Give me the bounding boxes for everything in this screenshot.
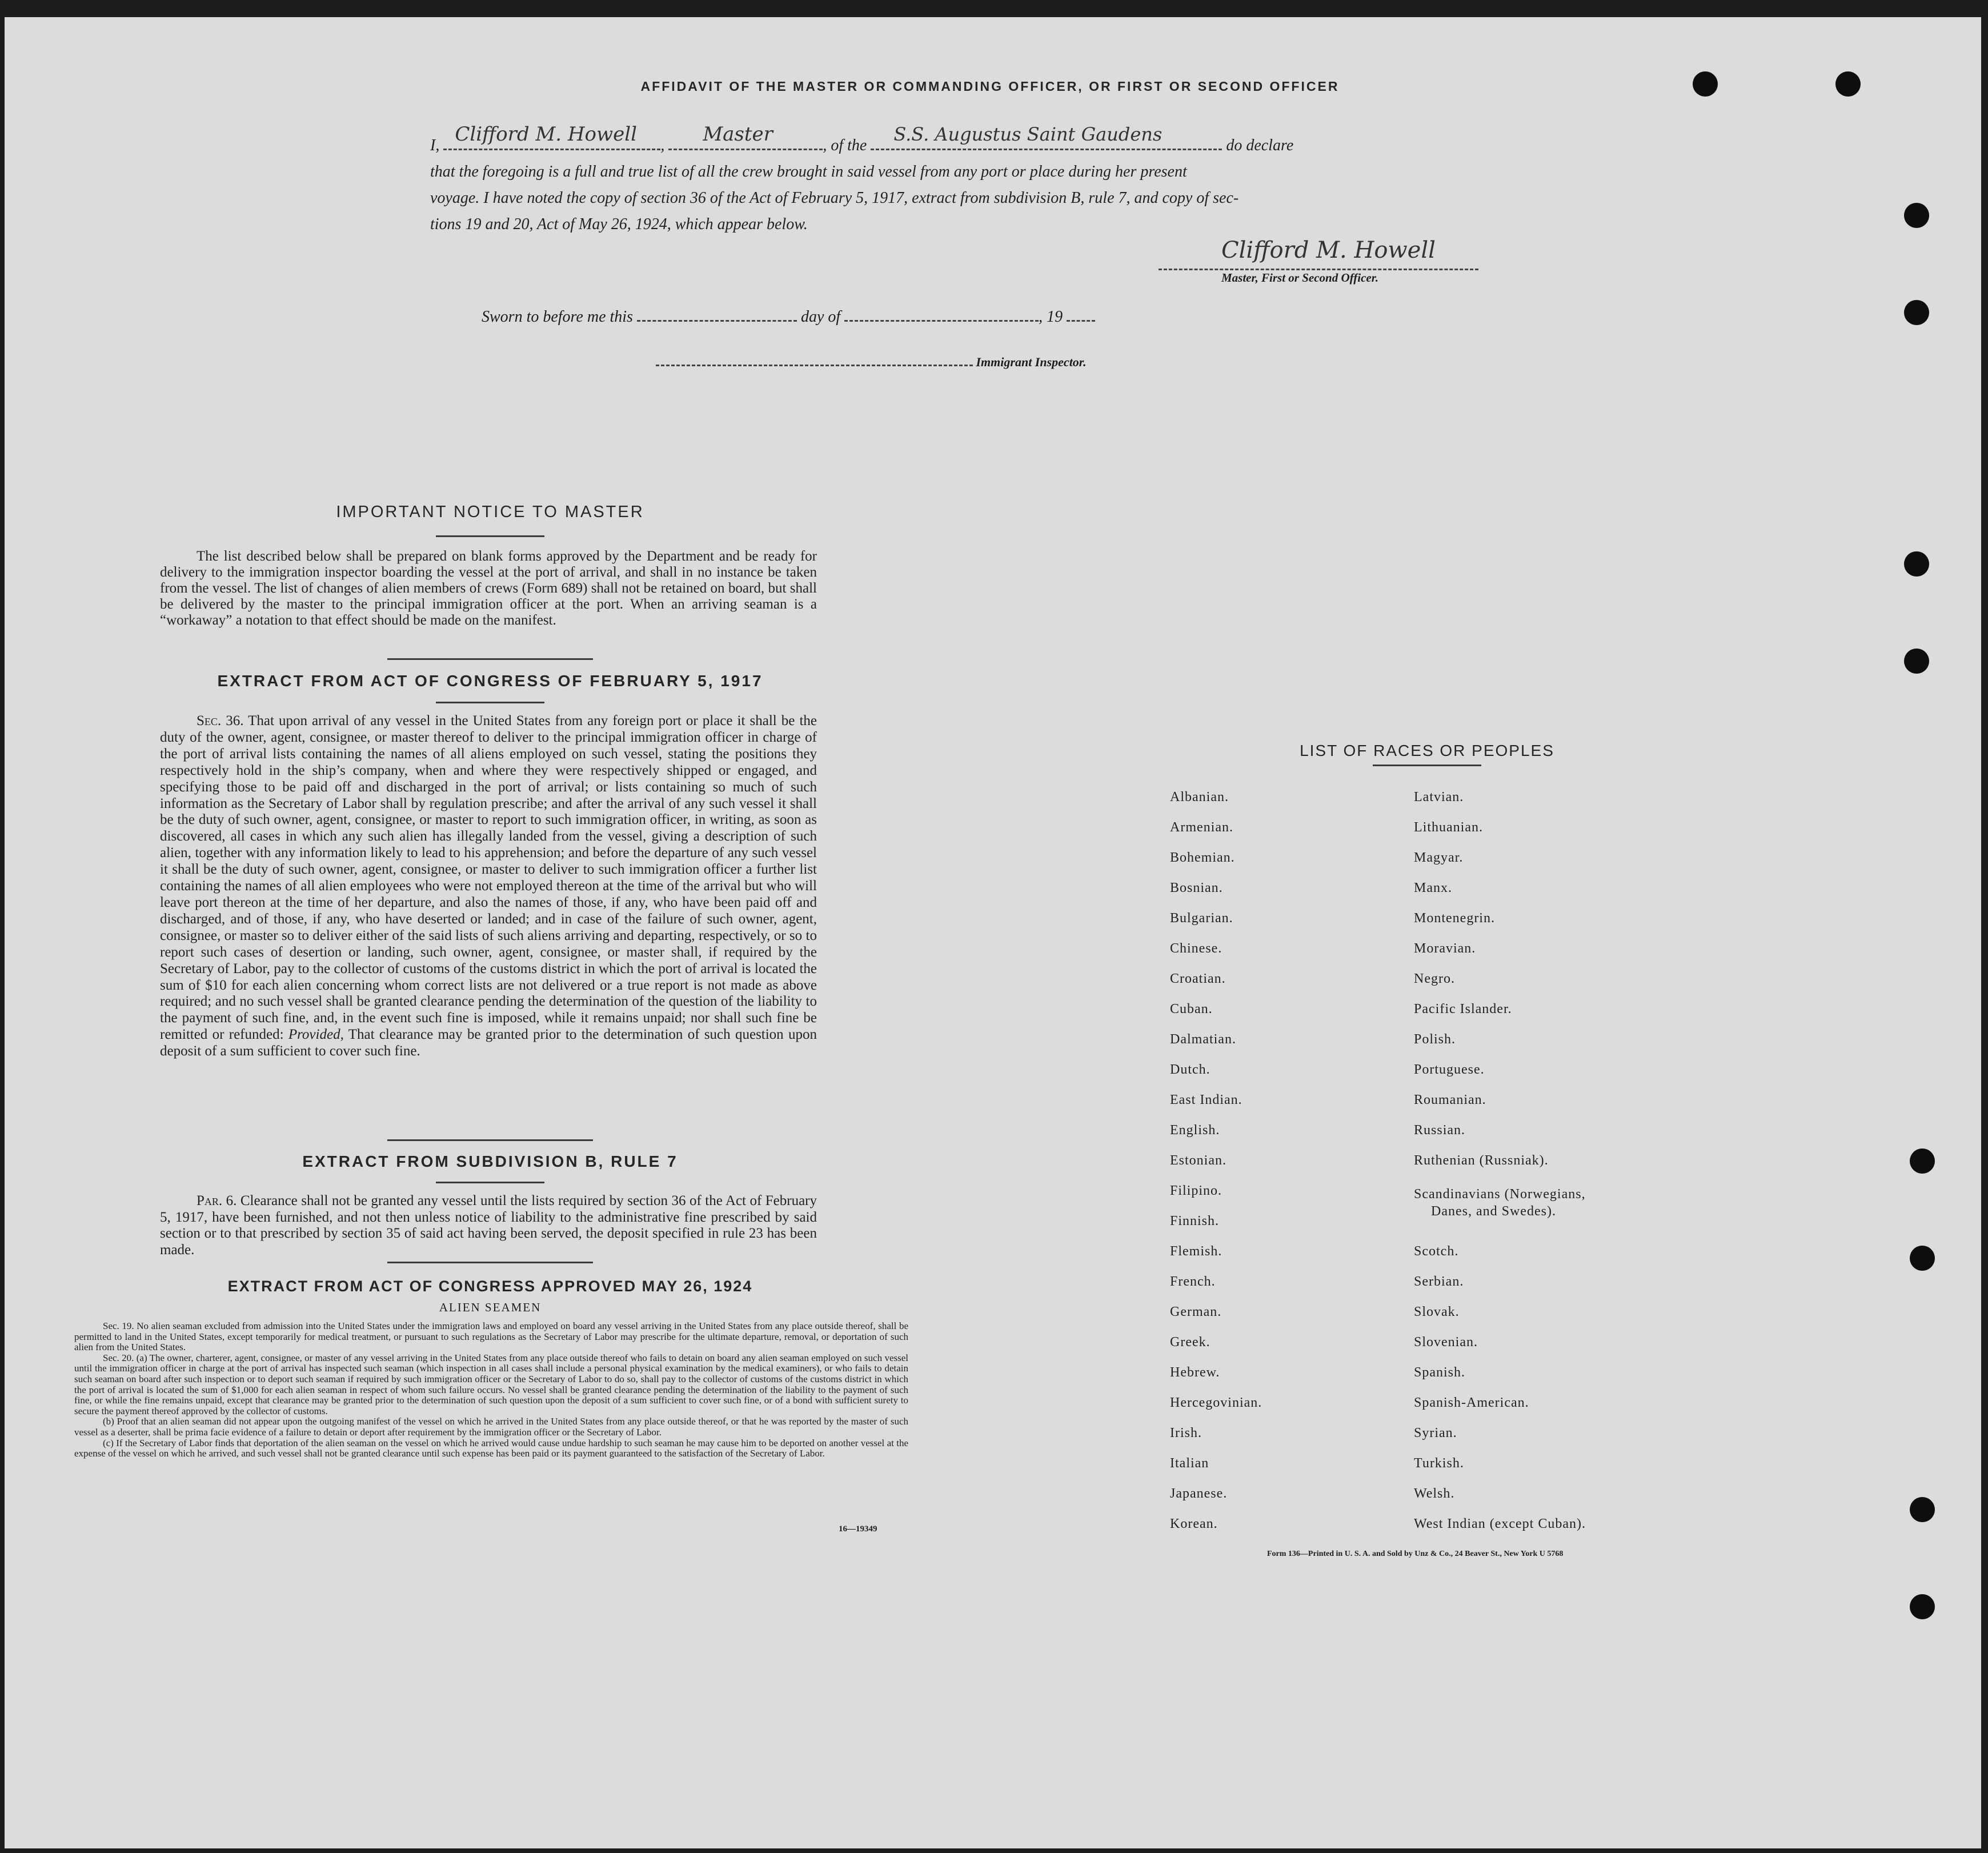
affidavit-declaration (430, 123, 1516, 238)
master-name-handwritten: Clifford M. Howell (455, 123, 637, 146)
sec36-tail: That clearance may be granted prior to the determination of such question upon deposit of a sum sufficient to cover such fine. (160, 1027, 817, 1059)
race-item: Serbian. (1414, 1274, 1464, 1289)
race-item: Dalmatian. (1170, 1032, 1236, 1047)
form-code: 16—19349 (839, 1524, 877, 1534)
signature-block (1159, 234, 1484, 297)
race-item: Greek. (1170, 1335, 1211, 1350)
race-item: German. (1170, 1304, 1222, 1319)
act1917-title: EXTRACT FROM ACT OF CONGRESS OF FEBRUARY 5, 1917 (217, 672, 763, 690)
sworn-line (482, 303, 1095, 326)
rank-handwritten: Master (703, 123, 773, 146)
race-item: Hebrew. (1170, 1365, 1220, 1380)
sec19-text: Sec. 19. No alien seaman excluded from admission into the United States under the immigration laws and employed on board any vessel arriving in the United States from any place outside thereof, shall be permitted to land in the United States, except temporarily for medical treatment, or pursuant to such regulations as the Secretary of Labor may prescribe for the ultimate departure, removal, or deportation of such alien from the United States. (74, 1320, 908, 1353)
provided-label: Provided, (288, 1027, 344, 1043)
declaration-line-2: that the foregoing is a full and true list of all the crew brought in said vessel from any port or place during her present (430, 163, 1187, 181)
rank-blank (668, 123, 823, 150)
race-item: Slovak. (1414, 1304, 1460, 1319)
race-item: Russian. (1414, 1123, 1466, 1138)
punch-hole (1904, 551, 1929, 577)
sec20c-text: (c) If the Secretary of Labor finds that deportation of the alien seaman on the vessel on which he arrived would cause undue hardship to such seaman he may cause him to be deported on another vessel at the expense of the vessel on which he arrived, and such vessel shall not be granted clearance until such expense has been paid or its payment guaranteed to the satisfaction of the Secretary of Labor. (74, 1437, 908, 1459)
race-item: Danes, and Swedes). (1431, 1204, 1556, 1219)
punch-hole (1904, 649, 1929, 674)
races-title: LIST OF RACES OR PEOPLES (1300, 742, 1554, 759)
declaration-line-3: voyage. I have noted the copy of section 36 of the Act of February 5, 1917, extract from subdivision B, rule 7, and copy of sec- (430, 189, 1239, 207)
comma: , (660, 137, 665, 154)
race-item: Negro. (1414, 971, 1455, 986)
race-item: Scotch. (1414, 1244, 1459, 1259)
i-label: I, (430, 137, 440, 154)
race-item: Moravian. (1414, 941, 1476, 956)
race-item: Italian (1170, 1456, 1209, 1471)
race-item: Korean. (1170, 1516, 1218, 1531)
vessel-blank (871, 123, 1222, 150)
year-label: , 19 (1039, 308, 1063, 326)
race-item: Ruthenian (Russniak). (1414, 1153, 1549, 1168)
race-item: Slovenian. (1414, 1335, 1478, 1350)
punch-hole (1910, 1497, 1935, 1522)
declaration-line-1 (430, 123, 1516, 159)
race-item: Pacific Islander. (1414, 1002, 1512, 1016)
sworn-month-blank (844, 303, 1039, 322)
affidavit-title: AFFIDAVIT OF THE MASTER OR COMMANDING OFFICER, OR FIRST OR SECOND OFFICER (640, 79, 1340, 94)
par6-label: Par. 6. (197, 1193, 237, 1208)
divider (436, 1182, 544, 1183)
race-item: West Indian (except Cuban). (1414, 1516, 1586, 1531)
printer-footer: Form 136—Printed in U. S. A. and Sold by Unz & Co., 24 Beaver St., New York U 5768 (1267, 1550, 1564, 1558)
race-item: Polish. (1414, 1032, 1456, 1047)
sec20a-text: Sec. 20. (a) The owner, charterer, agent, consignee, or master of any vessel arriving in the United States from any place outside thereof who fails to detain on board any alien seaman employed on such vessel until the immigration officer in charge at the port of arrival has inspected such seaman (which inspection in all cases shall include a personal physical examination by the medical examiners), or who fails to detain such seaman on board after such inspection or to deport such seaman if required by such immigration officer or the Secretary of Labor to do so, shall pay to the collector of customs of the customs district in which the port of arrival is located the sum of $1,000 for each alien seaman in respect of whom such failure occurs. No vessel shall be granted clearance pending the determination of the liability to the payment of such fine, or while the fine remains unpaid, except that clearance may be granted prior to the determination of such question upon the deposit of a sum sufficient to cover such fine, or of a bond with sufficient surety to secure the payment thereof approved by the collector of customs. (74, 1352, 908, 1416)
race-item: Croatian. (1170, 971, 1226, 986)
divider (387, 1262, 593, 1263)
race-item: Manx. (1414, 881, 1452, 895)
notice-title: IMPORTANT NOTICE TO MASTER (336, 503, 644, 521)
race-item: English. (1170, 1123, 1220, 1138)
of-the-label: , of the (823, 137, 867, 154)
race-item: Irish. (1170, 1426, 1202, 1440)
name-blank (443, 123, 660, 150)
sworn-day-blank (637, 303, 797, 322)
punch-hole (1910, 1148, 1935, 1174)
race-item: East Indian. (1170, 1092, 1242, 1107)
race-item: Scandinavians (Norwegians, (1414, 1187, 1586, 1202)
race-item: Chinese. (1170, 941, 1223, 956)
race-item: Spanish. (1414, 1365, 1466, 1380)
act1917-text (160, 713, 817, 1060)
sec36-body: That upon arrival of any vessel in the United States from any foreign port or place it shall be the duty of the owner, agent, consignee, or master thereof to deliver to the principal immigration officer in charge of the port of arrival lists containing the names of all aliens employed on such vessel, stating the positions they respectively hold in the ship’s company, when and where they were respectively shipped or engaged, and specifying those to be paid off and discharged in the port of arrival; or lists containing so much of such information as the Secretary of Labor shall by regulation prescribe; and after the arrival of any such vessel it shall be the duty of such owner, agent, consignee, or master to report to such immigration officer, in writing, as soon as discovered, all cases in which any such alien has illegally landed from the vessel, giving a description of such alien, together with any information likely to lead to his apprehension; and before the departure of any such vessel it shall be the duty of such owner, agent, consignee, or master to deliver to such immigration officer a further list containing the names of all alien employees who were not employed thereon at the time of the arrival but who will leave port thereon at the time of her departure, and also the names of those, if any, who have been paid off and discharged, and of those, if any, who have deserted or landed; and in case of the failure of such owner, agent, consignee, or master so to deliver either of the said lists of such aliens arriving and departing, respectively, or so to report such cases of desertion or landing, such owner, agent, consignee, or master shall, if required by the Secretary of Labor, pay to the collector of customs of the customs district in which the port of arrival is located the sum of $10 for each alien concerning whom correct lists are not delivered or a true report is not made as above required; and no such vessel shall be granted clearance pending the determination of the question of the liability to the payment of such fine, and, in the event such fine is imposed, while it remains unpaid; nor shall such fine be remitted or refunded: (160, 713, 817, 1043)
divider (436, 535, 544, 537)
act1924-subtitle: ALIEN SEAMEN (439, 1300, 542, 1314)
divider (1373, 765, 1481, 766)
race-item: Syrian. (1414, 1426, 1457, 1440)
sec20b-text: (b) Proof that an alien seaman did not appear upon the outgoing manifest of the vessel on which he arrived in the United States from any place outside thereof, or that he was reported by the master of such vessel as a deserter, shall be prima facie evidence of a failure to detain or deport after requirement by the immigration officer or the Secretary of Labor. (74, 1416, 908, 1438)
day-of-label: day of (800, 308, 841, 326)
vessel-handwritten: S.S. Augustus Saint Gaudens (893, 123, 1163, 145)
race-item: Hercegovinian. (1170, 1395, 1262, 1410)
race-item: Roumanian. (1414, 1092, 1486, 1107)
race-item: French. (1170, 1274, 1216, 1289)
race-item: Lithuanian. (1414, 820, 1483, 835)
master-signature: Clifford M. Howell (1221, 237, 1436, 263)
race-item: Portuguese. (1414, 1062, 1485, 1077)
declare-label: do declare (1226, 137, 1294, 154)
punch-hole (1904, 300, 1929, 325)
sworn-label: Sworn to before me this (482, 308, 633, 326)
race-item: Finnish. (1170, 1214, 1220, 1228)
divider (436, 702, 544, 703)
inspector-label: Immigrant Inspector. (976, 355, 1087, 369)
act1924-body (74, 1321, 908, 1459)
divider (387, 1139, 593, 1141)
punch-hole (1910, 1246, 1935, 1271)
sec36-label: Sec. 36. (197, 713, 244, 729)
document-page (5, 17, 1981, 1848)
race-item: Spanish-American. (1414, 1395, 1529, 1410)
race-item: Armenian. (1170, 820, 1233, 835)
act1924-title: EXTRACT FROM ACT OF CONGRESS APPROVED MAY 26, 1924 (227, 1278, 753, 1295)
race-item: Welsh. (1414, 1486, 1455, 1501)
inspector-blank (656, 347, 973, 366)
par6-body: Clearance shall not be granted any vessel until the lists required by section 36 of the Act of February 5, 1917, have been furnished, and not then unless notice of liability to the administrative fine prescribed by said section or to that prescribed by section 35 of said act having been served, the deposit specified in rule 23 has been made. (160, 1193, 817, 1258)
race-item: Estonian. (1170, 1153, 1227, 1168)
declaration-line-4: tions 19 and 20, Act of May 26, 1924, which appear below. (430, 215, 808, 233)
race-item: Latvian. (1414, 790, 1464, 805)
race-item: Japanese. (1170, 1486, 1228, 1501)
race-item: Albanian. (1170, 790, 1229, 805)
inspector-line (656, 347, 1087, 370)
race-item: Magyar. (1414, 850, 1464, 865)
sworn-year-blank (1067, 303, 1095, 322)
notice-text: The list described below shall be prepared on blank forms approved by the Department and be ready for delivery to the immigration inspector boarding the vessel at the port of arrival, and shall in no instance be taken from the vessel. The list of changes of alien members of crews (Form 689) shall not be retained on board, but shall be delivered by the master to the principal immigration officer at the port. When an arriving seaman is a “workaway” a notation to that effect should be made on the manifest. (160, 549, 817, 628)
race-item: Flemish. (1170, 1244, 1223, 1259)
punch-hole (1835, 71, 1861, 97)
rule7-text (160, 1193, 817, 1258)
punch-hole (1910, 1594, 1935, 1619)
race-item: Cuban. (1170, 1002, 1213, 1016)
punch-hole (1693, 71, 1718, 97)
race-item: Dutch. (1170, 1062, 1211, 1077)
race-item: Bohemian. (1170, 850, 1235, 865)
rule7-title: EXTRACT FROM SUBDIVISION B, RULE 7 (302, 1152, 678, 1170)
race-item: Turkish. (1414, 1456, 1464, 1471)
signature-caption: Master, First or Second Officer. (1221, 271, 1378, 285)
race-item: Bosnian. (1170, 881, 1223, 895)
race-item: Bulgarian. (1170, 911, 1233, 926)
race-item: Filipino. (1170, 1183, 1223, 1198)
divider (387, 658, 593, 660)
punch-hole (1904, 203, 1929, 228)
race-item: Montenegrin. (1414, 911, 1495, 926)
